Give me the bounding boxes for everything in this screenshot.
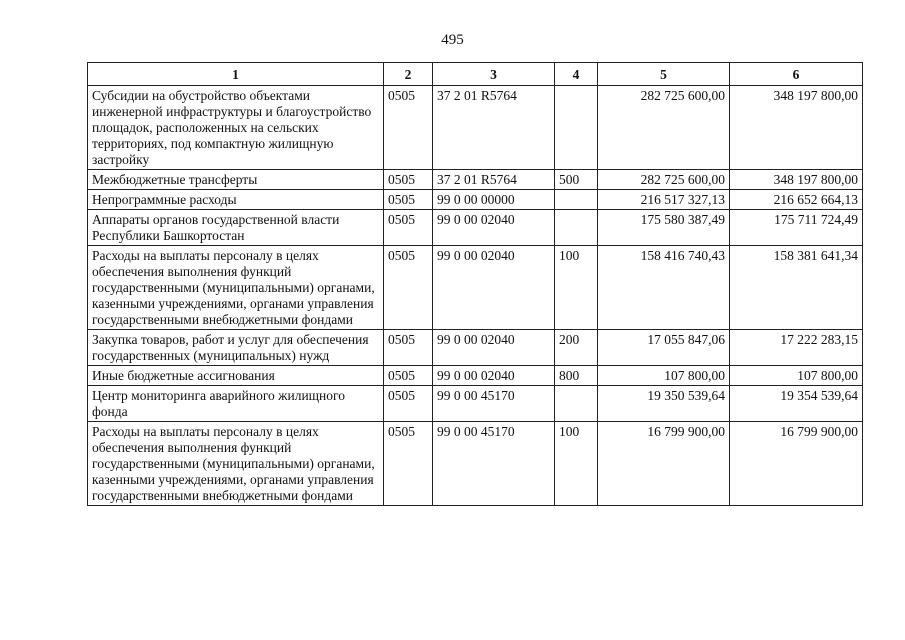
target-article-code: 99 0 00 02040 bbox=[433, 330, 555, 366]
target-article-code: 99 0 00 45170 bbox=[433, 386, 555, 422]
column-header: 2 bbox=[384, 63, 433, 86]
expense-type-code bbox=[555, 86, 598, 170]
amount-year-2: 216 652 664,13 bbox=[730, 190, 863, 210]
expense-name: Центр мониторинга аварийного жилищного фонда bbox=[88, 386, 384, 422]
section-code: 0505 bbox=[384, 386, 433, 422]
table-row bbox=[88, 422, 863, 506]
target-article-code: 99 0 00 45170 bbox=[433, 422, 555, 506]
amount-year-1: 17 055 847,06 bbox=[598, 330, 730, 366]
table-row bbox=[88, 386, 863, 422]
table-row bbox=[88, 190, 863, 210]
expense-name: Расходы на выплаты персоналу в целях обеспечения выполнения функций государственными (муниципальными) органами, казенными учреждениями, органами управления государственными внебюджетными фондами bbox=[88, 246, 384, 330]
target-article-code: 99 0 00 02040 bbox=[433, 246, 555, 330]
section-code: 0505 bbox=[384, 422, 433, 506]
table-row bbox=[88, 170, 863, 190]
expense-name: Иные бюджетные ассигнования bbox=[88, 366, 384, 386]
expense-name: Закупка товаров, работ и услуг для обеспечения государственных (муниципальных) нужд bbox=[88, 330, 384, 366]
budget-table bbox=[87, 62, 863, 506]
target-article-code: 37 2 01 R5764 bbox=[433, 170, 555, 190]
section-code: 0505 bbox=[384, 190, 433, 210]
column-header: 3 bbox=[433, 63, 555, 86]
target-article-code: 99 0 00 02040 bbox=[433, 366, 555, 386]
expense-type-code: 100 bbox=[555, 246, 598, 330]
expense-type-code bbox=[555, 190, 598, 210]
column-header: 1 bbox=[88, 63, 384, 86]
amount-year-1: 175 580 387,49 bbox=[598, 210, 730, 246]
expense-name: Субсидии на обустройство объектами инженерной инфраструктуры и благоустройство площадок, расположенных на сельских территориях, под компактную жилищную застройку bbox=[88, 86, 384, 170]
amount-year-1: 282 725 600,00 bbox=[598, 86, 730, 170]
target-article-code: 99 0 00 02040 bbox=[433, 210, 555, 246]
amount-year-1: 107 800,00 bbox=[598, 366, 730, 386]
expense-type-code: 800 bbox=[555, 366, 598, 386]
amount-year-2: 19 354 539,64 bbox=[730, 386, 863, 422]
section-code: 0505 bbox=[384, 170, 433, 190]
expense-name: Расходы на выплаты персоналу в целях обеспечения выполнения функций государственными (муниципальными) органами, казенными учреждениями, органами управления государственными внебюджетными фондами bbox=[88, 422, 384, 506]
column-header: 4 bbox=[555, 63, 598, 86]
table-row bbox=[88, 330, 863, 366]
amount-year-1: 216 517 327,13 bbox=[598, 190, 730, 210]
amount-year-1: 19 350 539,64 bbox=[598, 386, 730, 422]
table-row bbox=[88, 210, 863, 246]
expense-type-code bbox=[555, 386, 598, 422]
amount-year-2: 17 222 283,15 bbox=[730, 330, 863, 366]
table-row bbox=[88, 246, 863, 330]
header-row bbox=[88, 63, 863, 86]
section-code: 0505 bbox=[384, 246, 433, 330]
amount-year-2: 158 381 641,34 bbox=[730, 246, 863, 330]
amount-year-2: 175 711 724,49 bbox=[730, 210, 863, 246]
amount-year-2: 348 197 800,00 bbox=[730, 170, 863, 190]
section-code: 0505 bbox=[384, 366, 433, 386]
target-article-code: 37 2 01 R5764 bbox=[433, 86, 555, 170]
amount-year-1: 282 725 600,00 bbox=[598, 170, 730, 190]
expense-type-code bbox=[555, 210, 598, 246]
amount-year-2: 107 800,00 bbox=[730, 366, 863, 386]
amount-year-1: 158 416 740,43 bbox=[598, 246, 730, 330]
target-article-code: 99 0 00 00000 bbox=[433, 190, 555, 210]
section-code: 0505 bbox=[384, 330, 433, 366]
expense-type-code: 500 bbox=[555, 170, 598, 190]
expense-name: Межбюджетные трансферты bbox=[88, 170, 384, 190]
amount-year-2: 16 799 900,00 bbox=[730, 422, 863, 506]
expense-name: Аппараты органов государственной власти Республики Башкортостан bbox=[88, 210, 384, 246]
section-code: 0505 bbox=[384, 210, 433, 246]
column-header: 6 bbox=[730, 63, 863, 86]
table-row bbox=[88, 86, 863, 170]
expense-type-code: 200 bbox=[555, 330, 598, 366]
amount-year-1: 16 799 900,00 bbox=[598, 422, 730, 506]
page-number: 495 bbox=[441, 32, 464, 48]
table-row bbox=[88, 366, 863, 386]
amount-year-2: 348 197 800,00 bbox=[730, 86, 863, 170]
expense-name: Непрограммные расходы bbox=[88, 190, 384, 210]
column-header: 5 bbox=[598, 63, 730, 86]
section-code: 0505 bbox=[384, 86, 433, 170]
expense-type-code: 100 bbox=[555, 422, 598, 506]
